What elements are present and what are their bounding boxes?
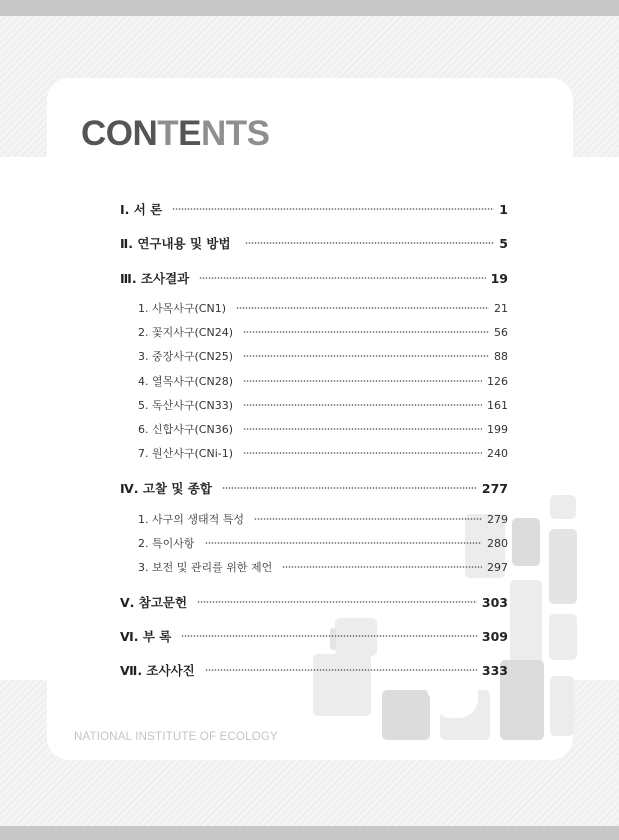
toc-label: 7. 원산사구(CNi-1)	[138, 447, 234, 460]
toc-label: Ⅶ. 조사사진	[120, 663, 195, 678]
toc-page: 277	[481, 480, 508, 496]
toc-page: 1	[499, 201, 508, 217]
toc-leader	[243, 331, 489, 333]
toc-page: 303	[481, 594, 508, 610]
toc-leader	[197, 601, 477, 603]
toc-label: 3. 중장사구(CN25)	[138, 350, 233, 363]
toc-leader	[245, 242, 495, 244]
toc-page: 309	[481, 628, 508, 644]
toc-subentry[interactable]	[138, 535, 508, 551]
toc-label: 1. 사구의 생태적 특성	[138, 513, 244, 526]
toc-page: 56	[494, 325, 508, 339]
toc-leader	[199, 277, 485, 279]
toc-subentry[interactable]	[138, 445, 508, 461]
toc-label: Ⅲ. 조사결과	[120, 271, 190, 286]
toc-subentry[interactable]	[138, 421, 508, 437]
title-part: CON	[81, 114, 158, 153]
toc-leader	[181, 635, 477, 637]
title-part: E	[178, 114, 202, 153]
toc-entry[interactable]	[120, 269, 508, 287]
toc-label: 2. 특이사항	[138, 537, 195, 550]
toc-page: 5	[499, 235, 508, 251]
toc-label: 4. 열목사구(CN28)	[138, 375, 233, 388]
toc-leader	[205, 669, 477, 671]
toc-label: Ⅴ. 참고문헌	[120, 595, 188, 610]
toc-label: Ⅰ. 서 론	[120, 202, 163, 217]
toc-subentry[interactable]	[138, 300, 508, 316]
toc-label: 3. 보전 및 관리를 위한 제언	[138, 561, 273, 574]
toc-leader	[254, 518, 482, 520]
toc-page: 199	[487, 422, 508, 436]
toc-leader	[222, 487, 477, 489]
toc-leader	[172, 208, 494, 210]
toc-label: Ⅳ. 고찰 및 종합	[120, 481, 212, 496]
toc-leader	[243, 404, 482, 406]
toc-label: Ⅵ. 부 록	[120, 629, 172, 644]
toc-subentry[interactable]	[138, 511, 508, 527]
toc-page: 19	[490, 270, 508, 286]
toc-page: 297	[487, 560, 508, 574]
toc-page: 333	[481, 662, 508, 678]
toc-page: 279	[487, 512, 508, 526]
toc-entry[interactable]	[120, 593, 508, 611]
toc-leader	[243, 355, 489, 357]
title-part: NTS	[201, 114, 270, 153]
toc-entry[interactable]	[120, 661, 508, 679]
toc-leader	[205, 542, 483, 544]
footer-institute-name: NATIONAL INSTITUTE OF ECOLOGY	[74, 731, 278, 743]
toc-page: 21	[494, 301, 508, 315]
toc-label: 1. 사목사구(CN1)	[138, 302, 226, 315]
toc-page: 161	[487, 398, 508, 412]
toc-page: 126	[487, 374, 508, 388]
toc-label: 2. 꽃지사구(CN24)	[138, 326, 233, 339]
toc-label: 5. 독산사구(CN33)	[138, 399, 233, 412]
toc-subentry[interactable]	[138, 559, 508, 575]
toc-leader	[236, 307, 489, 309]
toc-entry[interactable]	[120, 479, 508, 497]
title-part: T	[157, 114, 179, 153]
toc-entry[interactable]	[120, 200, 508, 218]
toc-label: 6. 신합사구(CN36)	[138, 423, 233, 436]
toc-entry[interactable]	[120, 627, 508, 645]
toc-subentry[interactable]	[138, 324, 508, 340]
toc-label: Ⅱ. 연구내용 및 방법	[120, 236, 231, 251]
toc-entry[interactable]	[120, 234, 508, 252]
toc-page: 280	[487, 536, 508, 550]
toc-leader	[243, 428, 482, 430]
toc-page: 88	[494, 349, 508, 363]
toc-leader	[243, 380, 482, 382]
toc-subentry[interactable]	[138, 397, 508, 413]
toc-leader	[243, 452, 482, 454]
toc-subentry[interactable]	[138, 348, 508, 364]
toc-leader	[282, 566, 482, 568]
toc-page: 240	[487, 446, 508, 460]
toc-subentry[interactable]	[138, 373, 508, 389]
